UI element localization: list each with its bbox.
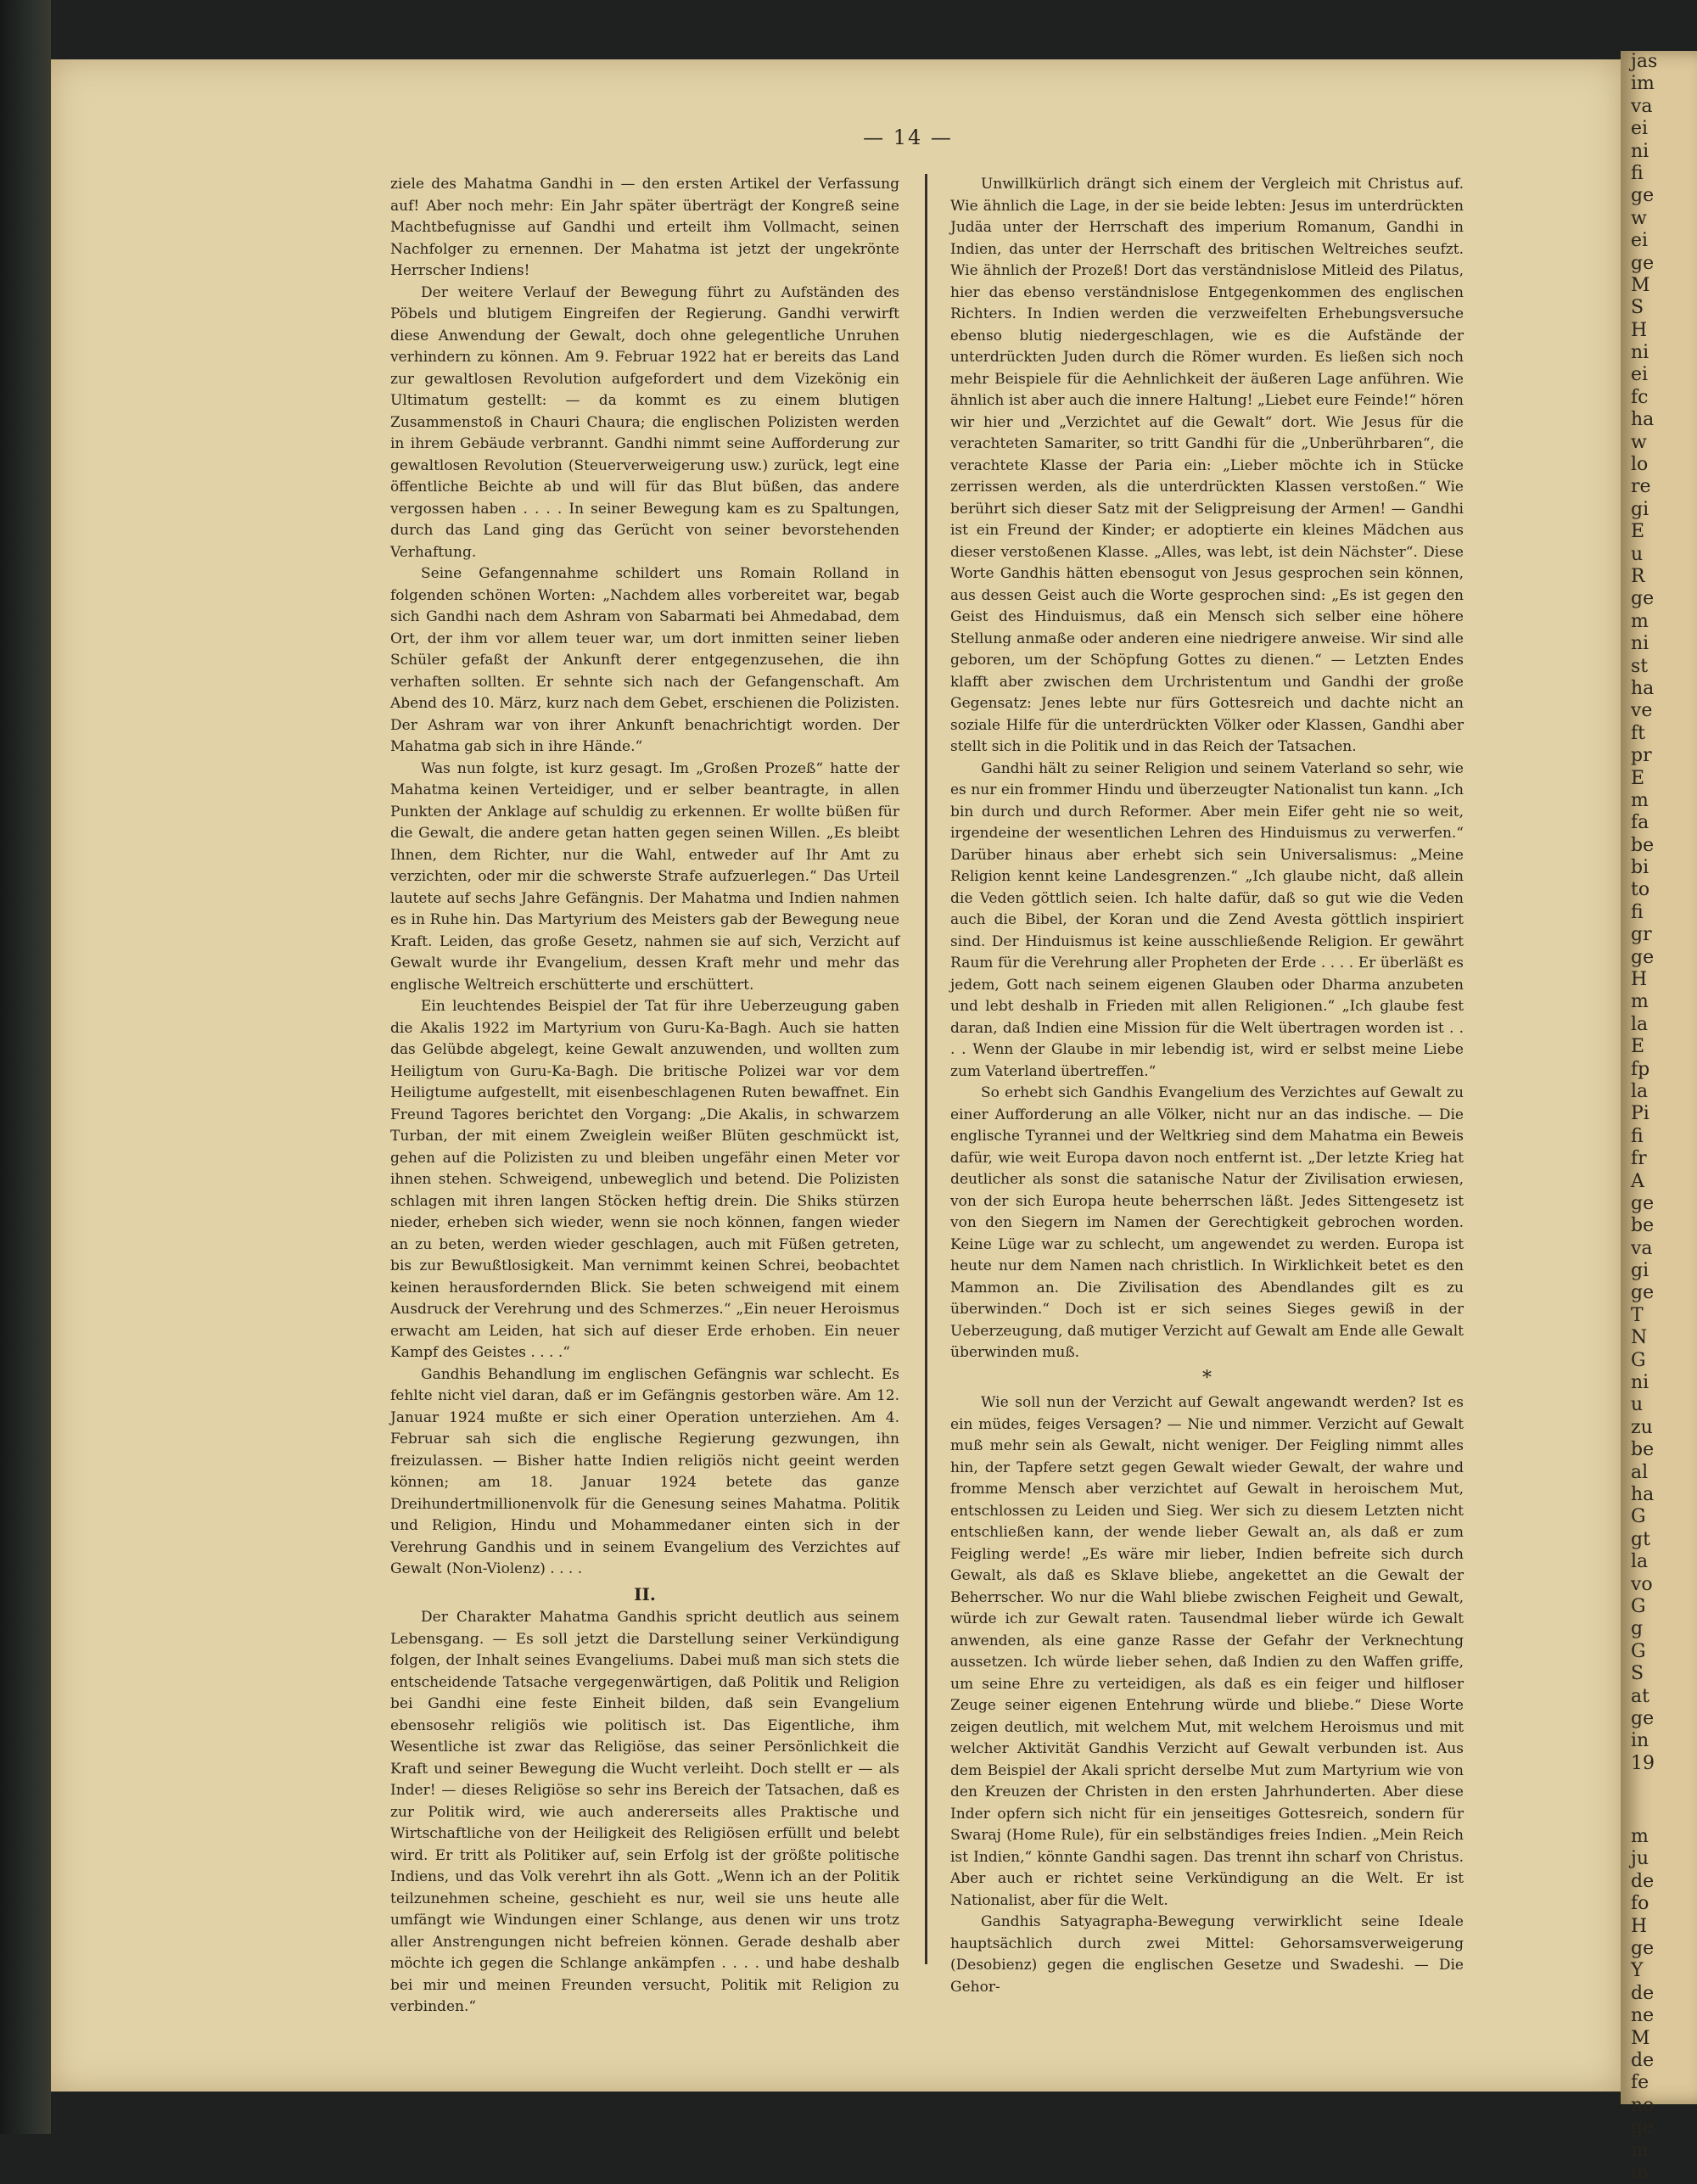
paragraph: Gandhis Behandlung im englischen Gefängnis war schlecht. Es fehlte nicht viel daran, daß er im Gefängnis gestorben wäre. Am 12. Januar 1924 mußte er sich einer Operation unterziehen. Am 4. Februar sah sich die englische Regierung gezwungen, ihn freizulassen. — Bisher hatte Indien religiös nicht geeint werden können; am 18. Januar 1924 betete das ganze Dreihundertmillionenvolk für die Genesung seines Mahatma. Politik und Religion, Hindu und Mohammedaner einten sich in der Verehrung Gandhis und in seinem Evangelium des Verzichtes auf Gewalt (Non-Violenz) . . . .	[390, 1365, 899, 1577]
facing-page-line-fragment: H	[1631, 969, 1648, 991]
facing-page-line-fragment: fi	[1631, 901, 1644, 923]
facing-page-line-fragment: ni	[1631, 140, 1649, 162]
facing-page-line-fragment: fe	[1631, 2072, 1649, 2094]
column-divider	[925, 174, 927, 1964]
facing-page-line-fragment: ha	[1631, 409, 1655, 431]
facing-page-line-fragment: H	[1631, 319, 1648, 341]
facing-page-line-fragment: no	[1631, 2094, 1655, 2116]
facing-page-line-fragment: ne	[1631, 2005, 1655, 2027]
facing-page-line-fragment: ha	[1631, 1484, 1655, 1505]
facing-page-line-fragment: ge	[1631, 1938, 1655, 1960]
facing-page-line-fragment: fp	[1631, 1058, 1650, 1080]
facing-page-line-fragment: de	[1631, 1870, 1655, 1892]
facing-page-line-fragment: N	[1631, 1327, 1648, 1349]
paragraph: Der Charakter Mahatma Gandhis spricht deutlich aus seinem Lebensgang. — Es soll jetzt die Darstellung seiner Verkündigung folgen, der Inhalt seines Evangeliums. Dabei muß man sich stets die entscheidende Tatsache vergegenwärtigen, daß Politik und Religion bei Gandhi eine feste Einheit bilden, daß sein Evangelium ebensosehr religiös wie politisch ist. Das Eigentliche, ihm Wesentliche ist zwar das Religiöse, das seiner Persönlichkeit die Kraft und seiner Bewegung die Wucht verleiht. Doch stellt er — als Inder! — dieses Religiöse so sehr ins Bereich der Tatsachen, daß es zur Politik wird, wie auch andererseits alles Praktische und Wirtschaftliche von der Heiligkeit des Religiösen erfüllt und belebt wird. Er tritt als Politiker auf, sein Erfolg ist der größte politische Indiens, und das Volk verehrt ihn als Gott. „Wenn ich an der Politik teilzunehmen scheine, geschieht es nur, weil sie uns heute alle umfängt wie Windungen einer Schlange, aus denen wir uns trotz aller Anstrengungen nicht befreien können. Gerade deshalb aber möchte ich gegen die Schlange ankämpfen . . . . und habe deshalb bei mir und meinen Freunden versucht, Politik mit Religion zu verbinden.“	[390, 1609, 899, 2015]
facing-page-line-fragment: ge	[1631, 2117, 1655, 2139]
facing-page-line-fragment: la	[1631, 1551, 1649, 1573]
section-heading: II.	[634, 1583, 656, 1604]
facing-page-line-fragment: G	[1631, 1349, 1646, 1371]
facing-page-line-fragment: fa	[1631, 812, 1649, 834]
facing-page-line-fragment: g	[1631, 1618, 1644, 1640]
facing-page-line-fragment: ve	[1631, 700, 1653, 722]
facing-page-line-fragment: Y	[1631, 1960, 1644, 1982]
facing-page-line-fragment: m	[1631, 991, 1649, 1013]
facing-page-line-fragment: ge	[1631, 588, 1655, 610]
facing-page-line-fragment: jas	[1631, 51, 1658, 72]
facing-page-line-fragment: ft	[1631, 722, 1645, 744]
facing-page-line-fragment: at	[1631, 1685, 1649, 1707]
facing-page-line-fragment: ni	[1631, 633, 1649, 655]
facing-page-line-fragment: ju	[1631, 1848, 1649, 1870]
facing-page-line-fragment: u	[1631, 543, 1644, 565]
paragraph: Gandhi hält zu seiner Religion und seinem Vaterland so sehr, wie es nur ein frommer Hindu und überzeugter Nationalist tun kann. „Ich bin durch und durch Reformer. Aber mein Eifer geht nie so weit, irgendeine der wesentlichen Lehren des Hinduismus zu verwerfen.“ Darüber hinaus aber erhebt sich sein Universalismus: „Meine Religion kennt keine Landesgrenzen.“ „Ich glaube nicht, daß allein die Veden göttlich seien. Ich halte dafür, daß so gut wie die Veden auch die Bibel, der Koran und die Zend Avesta göttlich inspiriert sind. Der Hinduismus ist keine ausschließende Religion. Er gewährt Raum für die Verehrung aller Propheten der Erde . . . . Er überläßt es jedem, Gott nach seinem eigenen Glauben oder Dharma anzubeten und lebt deshalb in Frieden mit allen Religionen.“ „Ich glaube fest daran, daß Indien eine Mission für die Welt übertragen worden ist . . . . Wenn der Glaube in mir lebendig ist, wird er selbst meine Liebe zum Vaterland übertreffen.“	[950, 759, 1464, 1080]
section-separator: *	[1202, 1367, 1212, 1389]
paragraph: So erhebt sich Gandhis Evangelium des Verzichtes auf Gewalt zu einer Aufforderung an alle Völker, nicht nur an das indische. — Die englische Tyrannei und der Weltkrieg sind dem Mahatma ein Beweis dafür, wie weit Europa davon noch entfernt ist. „Der letzte Krieg hat deutlicher als sonst die satanische Natur der Zivilisation erwiesen, von der sich Europa heute beherrschen läßt. Jedes Sittengesetz ist von den Siegern im Namen der Gerechtigkeit gebrochen worden. Keine Lüge war zu schlecht, um angewendet zu werden. Europa ist heute nur dem Namen nach christlich. In Wirklichkeit betet es den Mammon an. Die Zivilisation des Abendlandes gilt es zu überwinden.“ Doch ist er sich seines Sieges gewiß in der Ueberzeugung, daß mutiger Verzicht auf Gewalt am Ende alle Gewalt überwinden muß.	[950, 1084, 1464, 1361]
facing-page-line-fragment: M	[1631, 274, 1650, 296]
facing-page-line-fragment: ei	[1631, 118, 1649, 140]
facing-page-line-fragment: ge	[1631, 1192, 1655, 1214]
facing-page-line-fragment: va	[1631, 1237, 1653, 1259]
facing-page-line-fragment: fr	[1631, 1148, 1647, 1170]
facing-page-line-fragment: ge	[1631, 1282, 1655, 1304]
facing-page-line-fragment: be	[1631, 834, 1655, 856]
facing-page-line-fragment: w	[1631, 431, 1647, 453]
facing-page-line-fragment: T	[1631, 1304, 1644, 1326]
right-text-column	[950, 174, 1464, 1996]
facing-page-line-fragment: to	[1631, 879, 1650, 901]
facing-page-line-fragment: Pi	[1631, 1103, 1649, 1125]
facing-page-line-fragment: la	[1631, 1013, 1649, 1035]
facing-page-line-fragment: E	[1631, 1036, 1645, 1058]
facing-page-line-fragment: S	[1631, 297, 1644, 319]
facing-page-line-fragment: w	[1631, 207, 1647, 229]
facing-page-line-fragment: ge	[1631, 252, 1655, 274]
facing-page-line-fragment: im	[1631, 73, 1655, 95]
facing-page-line-fragment: ge	[1631, 946, 1655, 968]
facing-page-line-fragment: S	[1631, 1663, 1644, 1685]
facing-page-line-fragment: u	[1631, 1394, 1644, 1416]
book-cover-edge	[0, 0, 51, 2134]
facing-page-line-fragment: de	[1631, 1982, 1655, 2004]
facing-page-line-fragment: m	[1631, 1826, 1649, 1848]
facing-page-line-fragment: fo	[1631, 1893, 1649, 1915]
facing-page-line-fragment: de	[1631, 2049, 1655, 2071]
facing-page-line-fragment: in	[1631, 2161, 1649, 2183]
facing-page-line-fragment: be	[1631, 1215, 1655, 1237]
facing-page-line-fragment: G	[1631, 1640, 1646, 1662]
paragraph: ziele des Mahatma Gandhi in — den ersten Artikel der Verfassung auf! Aber noch mehr: Ein Jahr später überträgt der Kongreß seine Machtbefugnisse auf Gandhi und erteilt ihm Vollmacht, seinen Nachfolger zu ernennen. Der Mahatma ist jetzt der ungekrönte Herrscher Indiens!	[390, 176, 899, 279]
paragraph: Der weitere Verlauf der Bewegung führt zu Aufständen des Pöbels und blutigem Eingreifen der Regierung. Gandhi verwirft diese Anwendung der Gewalt, doch ohne gelegentliche Unruhen verhindern zu können. Am 9. Februar 1922 hat er bereits das Land zur gewaltlosen Revolution aufgefordert und dem Vizekönig ein Ultimatum gestellt: — da kommt es zu einem blutigen Zusammenstoß in Chauri Chaura; die englischen Polizisten werden in ihrem Gebäude verbrannt. Gandhi nimmt seine Aufforderung zur gewaltlosen Revolution (Steuerverweigerung usw.) zurück, legt eine öffentliche Beichte ab und will für das Blut büßen, das andere vergossen haben . . . . In seiner Bewegung kam es zu Spaltungen, durch das Land ging das Gerücht von seiner bevorstehenden Verhaftung.	[390, 283, 899, 561]
facing-page-line-fragment: ha	[1631, 677, 1655, 699]
facing-page-line-fragment: H	[1631, 1915, 1648, 1937]
facing-page-line-fragment: st	[1631, 655, 1649, 677]
facing-page-line-fragment: E	[1631, 521, 1645, 543]
paragraph: Unwillkürlich drängt sich einem der Vergleich mit Christus auf. Wie ähnlich die Lage, in der sie beide lebten: Jesus im unterdrückten Judäa unter der Herrschaft des imperium Romanum, Gandhi in Indien, das unter der Herrschaft des britischen Weltreiches seufzt. Wie ähnlich der Prozeß! Dort das verständnislose Mitleid des Pilatus, hier das ebenso verständnislose Entgegenkommen des englischen Richters. In Indien werden die verzweifelten Erhebungsversuche ebenso blutig niedergeschlagen, wie es die Aufstände der unterdrückten Juden durch die Römer wurden. Es ließen sich noch mehr Beispiele für die Aehnlichkeit der äußeren Lage anführen. Wie ähnlich ist aber auch die innere Haltung! „Liebet eure Feinde!“ hören wir hier und „Verzichtet auf die Gewalt“ dort. Wie Jesus für die verachteten Samariter, so tritt Gandhi für die „Unberührbaren“, die verachtete Klasse der Paria ein: „Lieber möchte ich in Stücke zerrissen werden, als die unterdrückten Klassen verstoßen.“ Wie berührt sich dieser Satz mit der Seligpreisung der Armen! — Gandhi ist ein Freund der Kinder; er adoptierte ein kleines Mädchen aus dieser verstoßenen Klasse. „Alles, was lebt, ist dein Nächster“. Diese Worte Gandhis hätten ebensogut von Jesus gesprochen sein können, aus dessen Geist auch die Worte gesprochen sind: „Es ist gegen den Geist des Hinduismus, daß ein Mensch sich selber eine höhere Stellung anmaße oder anderen eine niedrigere anweise. Wir sind alle geboren, um der Schöpfung Gottes zu dienen.“ — Letzten Endes klafft aber zwischen dem Urchristentum und Gandhi der große Gegensatz: Jenes lebte nur fürs Gottesreich und dachte nicht an soziale Hilfe für die unterdrückten Völker oder Klassen, Gandhi aber stellt sich in die Politik und in das Reich der Tatsachen.	[950, 176, 1464, 755]
facing-page-edge	[1621, 51, 1697, 2183]
facing-page-line-fragment: R	[1631, 565, 1645, 587]
facing-page-line-fragment: m	[1631, 610, 1649, 632]
facing-page-line-fragment: ge	[1631, 185, 1655, 207]
paragraph: Wie soll nun der Verzicht auf Gewalt angewandt werden? Ist es ein müdes, feiges Versagen? — Nie und nimmer. Verzicht auf Gewalt muß mehr sein als Gewalt, nicht weniger. Der Feigling nimmt alles hin, der Tapfere setzt gegen Gewalt wieder Gewalt, der wahre und fromme Mensch aber verzichtet auf Gewalt in heroischem Mut, entschlossen zu Leiden und Sieg. Wer sich zu diesem Letzten nicht entschließen kann, der wende lieber Gewalt an, als daß er zum Feigling werde! „Es wäre mir lieber, Indien befreite sich durch Gewalt, als daß es Sklave bliebe, angekettet an die Gewalt der Beherrscher. Wo nur die Wahl bliebe zwischen Feigheit und Gewalt, würde ich zur Gewalt raten. Tausendmal lieber würde ich Gewalt anwenden, als eine ganze Rasse der Gefahr der Verknechtung aussetzen. Ich würde lieber sehen, daß Indien zu den Waffen griffe, um seine Ehre zu verteidigen, als daß es ein feiger und hilfloser Zeuge seiner eigenen Entehrung würde und bliebe.“ Diese Worte zeigen deutlich, mit welchem Mut, mit welchem Heroismus und mit welcher Aktivität Gandhis Verzicht auf Gewalt verbunden ist. Aus dem Beispiel der Akali spricht derselbe Mut zum Martyrium wie von den Kreuzen der Christen in den ersten Jahrhunderten. Aber diese Inder opfern sich nicht für ein jenseitiges Gottesreich, sondern für Swaraj (Home Rule), für ein selbständiges freies Indien. „Mein Reich ist Indien,“ könnte Gandhi sagen. Das trennt ihn scharf von Christus. Aber auch er richtet seine Verkündigung an die Welt. Er ist Nationalist, aber für die Welt.	[950, 1394, 1464, 1909]
facing-page-line-fragment: ni	[1631, 1372, 1649, 1394]
facing-page-line-fragment: ge	[1631, 1707, 1655, 1729]
facing-page-line-fragment: gr	[1631, 924, 1652, 946]
facing-page-text-upper	[1621, 51, 1697, 1775]
facing-page-line-fragment: G	[1631, 1595, 1646, 1617]
facing-page-line-fragment: gt	[1631, 1528, 1650, 1550]
facing-page-line-fragment: ni	[1631, 342, 1649, 364]
facing-page-line-fragment: bi	[1631, 857, 1649, 879]
facing-page-line-fragment: ei	[1631, 364, 1649, 386]
page-number: — 14 —	[863, 126, 953, 149]
facing-page-line-fragment: G	[1631, 1506, 1646, 1528]
facing-page-line-fragment: A	[1631, 1170, 1644, 1192]
facing-page-line-fragment: vo	[1631, 1573, 1653, 1595]
left-text-column	[390, 174, 899, 2015]
facing-page-line-fragment: lo	[1631, 454, 1649, 476]
paragraph: Ein leuchtendes Beispiel der Tat für ihre Ueberzeugung gaben die Akalis 1922 im Martyrium von Guru-Ka-Bagh. Auch sie hatten das Gelübde abgelegt, keine Gewalt anzuwenden, und wollten zum Heiligtum von Guru-Ka-Bagh. Die britische Polizei war vor dem Heiligtume aufgestellt, mit eisenbeschlagenen Ruten bewaffnet. Ein Freund Tagores berichtet den Vorgang: „Die Akalis, in schwarzem Turban, der mit einem Zweiglein weißer Blüten geschmückt ist, gehen auf die Polizisten zu und bleiben ungefähr einen Meter vor ihnen stehen. Schweigend, unbeweglich und betend. Die Polizisten schlagen mit ihren langen Stöcken heftig drein. Die Shiks stürzen nieder, erheben sich wieder, wenn sie noch können, fangen wieder an zu beten, werden wieder geschlagen, auch mit Füßen getreten, bis zur Bewußtlosigkeit. Man vernimmt keinen Schrei, beobachtet keinen herausfordernden Blick. Sie beten schweigend mit einem Ausdruck der Verehrung und des Schmerzes.“ „Ein neuer Heroismus erwacht am Leiden, hat sich auf dieser Erde erhoben. Ein neuer Kampf des Geistes . . . .“	[390, 998, 899, 1361]
paragraph: Was nun folgte, ist kurz gesagt. Im „Großen Prozeß“ hatte der Mahatma keinen Verteidiger, und er selber beantragte, in allen Punkten der Anklage auf schuldig zu erkennen. Er wollte büßen für die Gewalt, die andere getan hatten gegen seinen Willen. „Es bleibt Ihnen, dem Richter, nur die Wahl, entweder auf Ihr Amt zu verzichten, oder mir die schwerste Strafe aufzuerlegen.“ Das Urteil lautete auf sechs Jahre Gefängnis. Der Mahatma und Indien nahmen es in Ruhe hin. Das Martyrium des Meisters gab der Bewegung neue Kraft. Leiden, das große Gesetz, nahmen sie auf sich, Verzicht auf Gewalt wurde ihr Evangelium, dessen Kraft mehr und mehr das englische Weltreich erschütterte und erschüttert.	[390, 759, 899, 994]
facing-page-line-fragment: gi	[1631, 1260, 1649, 1282]
facing-page-line-fragment: al	[1631, 1461, 1649, 1483]
facing-page-line-fragment: 19	[1631, 1752, 1655, 1774]
facing-page-line-fragment: be	[1631, 1439, 1655, 1461]
facing-page-line-fragment: re	[1631, 476, 1651, 498]
facing-page-line-fragment: m	[1631, 789, 1649, 811]
facing-page-line-fragment: fi	[1631, 162, 1644, 184]
facing-page-line-fragment: va	[1631, 95, 1653, 117]
facing-page-line-fragment: fc	[1631, 386, 1649, 408]
facing-page-line-fragment: gi	[1631, 498, 1649, 520]
paragraph: Seine Gefangennahme schildert uns Romain Rolland in folgenden schönen Worten: „Nachdem alles vorbereitet war, begab sich Gandhi nach dem Ashram von Sabarmati bei Ahmedabad, dem Ort, der ihm vor allem teuer war, um dort inmitten seiner lieben Schüler gefaßt der Ankunft derer entgegenzusehen, die ihn verhaften sollten. Er sehnte sich nach der Gefangenschaft. Am Abend des 10. März, kurz nach dem Gebet, erschienen die Polizisten. Der Ashram war von ihrer Ankunft benachrichtigt worden. Der Mahatma gab sich in ihre Hände.“	[390, 565, 899, 755]
facing-page-line-fragment: in	[1631, 1730, 1649, 1752]
facing-page-line-fragment: zu	[1631, 1416, 1653, 1438]
facing-page-line-fragment: fi	[1631, 1125, 1644, 1147]
facing-page-line-fragment: E	[1631, 767, 1645, 789]
facing-page-line-fragment: la	[1631, 1080, 1649, 1102]
facing-page-line-fragment: pr	[1631, 745, 1652, 767]
facing-page-line-fragment: ei	[1631, 230, 1649, 252]
facing-page-line-fragment: m	[1631, 2139, 1649, 2161]
facing-page-text-lower	[1621, 1826, 1697, 2184]
paragraph: Gandhis Satyagrapha-Bewegung verwirklicht seine Ideale hauptsächlich durch zwei Mittel: Gehorsamsverweigerung (Desobienz) gegen die englischen Gesetze und Swadeshi. — Die Gehor-	[950, 1913, 1464, 1996]
facing-page-line-fragment: M	[1631, 2027, 1650, 2049]
